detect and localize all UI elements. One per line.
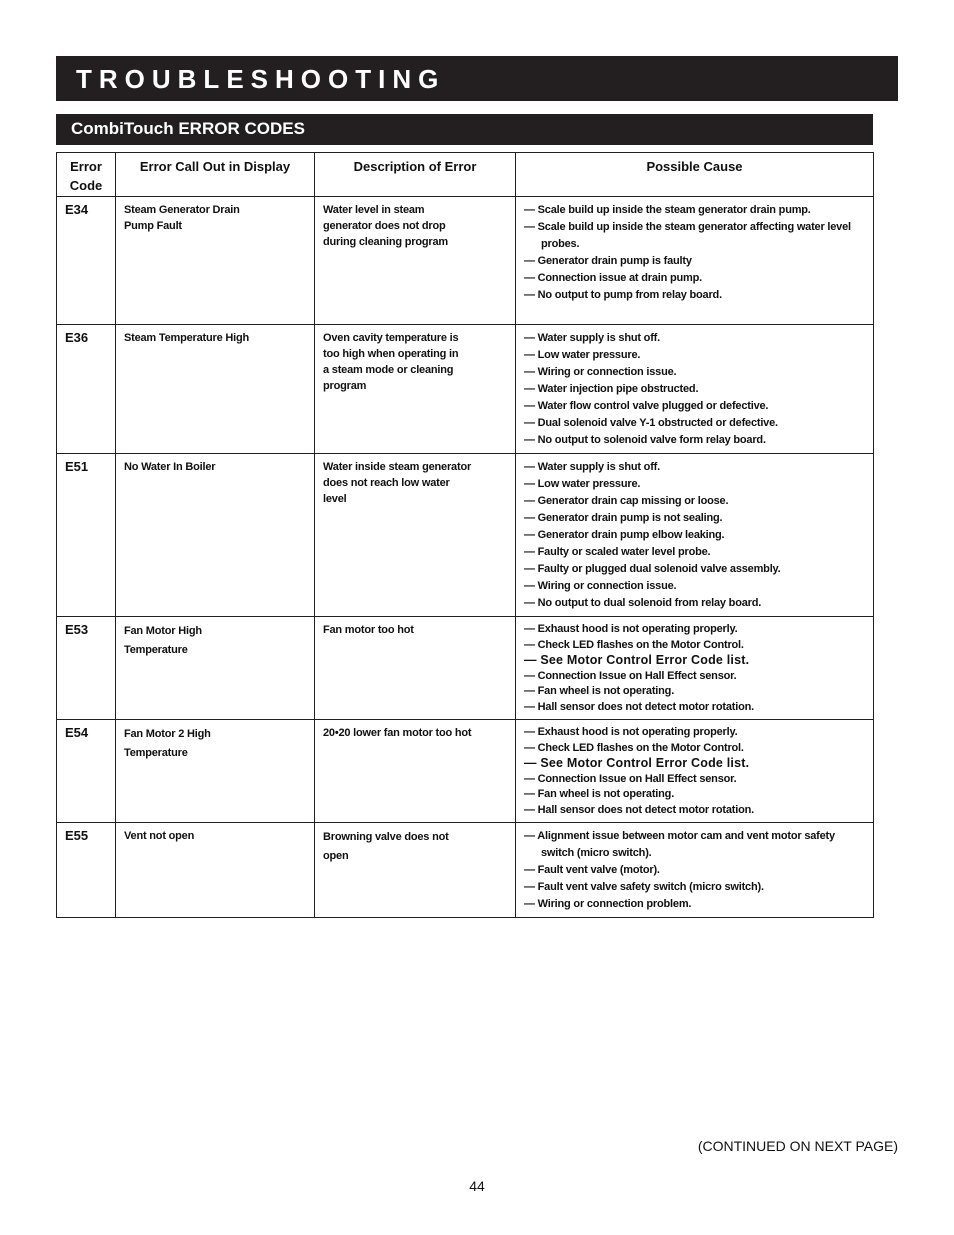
error-display-text: No Water In Boiler (116, 454, 315, 617)
cause-item: — See Motor Control Error Code list. (524, 756, 750, 770)
column-header-possible-cause: Possible Cause (516, 153, 874, 197)
cause-item: — Generator drain cap missing or loose. (524, 495, 729, 507)
error-code: E54 (57, 720, 116, 823)
cause-item: — Hall sensor does not detect motor rotation. (524, 803, 754, 816)
error-display-text: Fan Motor 2 High Temperature (116, 720, 315, 823)
possible-cause-cell (516, 823, 874, 918)
table-row (57, 325, 874, 454)
cause-item: — Hall sensor does not detect motor rotation. (524, 700, 754, 713)
cause-item: — Water injection pipe obstructed. (524, 383, 699, 395)
error-code: E34 (57, 197, 116, 325)
error-display-text: Steam Temperature High (116, 325, 315, 454)
cause-item: — Fan wheel is not operating. (524, 788, 675, 800)
cause-list (524, 622, 867, 715)
cause-list (524, 828, 867, 913)
cause-item: — Connection Issue on Hall Effect sensor. (524, 772, 737, 785)
page-title: TROUBLESHOOTING (76, 64, 446, 94)
cause-item: — Alignment issue between motor cam and vent motor safety switch (micro switch). (524, 830, 835, 859)
error-code: E36 (57, 325, 116, 454)
cause-item: — Wiring or connection issue. (524, 366, 677, 378)
table-row (57, 720, 874, 823)
error-code: E51 (57, 454, 116, 617)
possible-cause-cell (516, 197, 874, 325)
error-codes-table (56, 152, 874, 918)
error-description: Water inside steam generator does not reach low water level (315, 454, 516, 617)
troubleshooting-header (56, 56, 898, 101)
cause-item: — Exhaust hood is not operating properly. (524, 726, 738, 738)
error-display-text: Fan Motor High Temperature (116, 617, 315, 720)
cause-item: — Scale build up inside the steam generator drain pump. (524, 204, 811, 216)
column-header-error-code: Error Code (57, 153, 116, 197)
error-code: E53 (57, 617, 116, 720)
error-description: Browning valve does not open (315, 823, 516, 918)
cause-item: — No output to pump from relay board. (524, 289, 722, 301)
cause-list (524, 725, 867, 818)
cause-item: — Check LED flashes on the Motor Control. (524, 741, 744, 754)
cause-item: — Low water pressure. (524, 349, 641, 361)
possible-cause-cell (516, 325, 874, 454)
cause-item: — Exhaust hood is not operating properly. (524, 623, 738, 635)
error-description: Oven cavity temperature is too high when operating in a steam mode or cleaning program (315, 325, 516, 454)
cause-item: — Low water pressure. (524, 478, 641, 490)
cause-item: — Fault vent valve (motor). (524, 864, 660, 876)
cause-list (524, 202, 867, 304)
cause-item: — Fan wheel is not operating. (524, 685, 675, 697)
table-row (57, 454, 874, 617)
table-row (57, 617, 874, 720)
continued-notice: (CONTINUED ON NEXT PAGE) (697, 1138, 898, 1154)
error-display-text: Steam Generator Drain Pump Fault (116, 197, 315, 325)
cause-item: — Faulty or plugged dual solenoid valve assembly. (524, 563, 781, 575)
section-title: CombiTouch ERROR CODES (71, 119, 305, 138)
cause-item: — Water flow control valve plugged or defective. (524, 400, 769, 412)
cause-item: — No output to dual solenoid from relay board. (524, 597, 762, 609)
error-display-text: Vent not open (116, 823, 315, 918)
cause-item: — Water supply is shut off. (524, 461, 660, 473)
error-description: 20•20 lower fan motor too hot (315, 720, 516, 823)
cause-item: — Wiring or connection issue. (524, 580, 677, 592)
page-number: 44 (469, 1178, 485, 1194)
cause-list (524, 330, 867, 449)
cause-item: — See Motor Control Error Code list. (524, 653, 750, 667)
cause-item: — Generator drain pump is not sealing. (524, 512, 723, 524)
table-header-row (57, 153, 874, 197)
possible-cause-cell (516, 617, 874, 720)
cause-item: — Faulty or scaled water level probe. (524, 546, 711, 558)
cause-item: — Wiring or connection problem. (524, 898, 692, 910)
cause-list (524, 459, 867, 612)
column-header-display: Error Call Out in Display (116, 153, 315, 197)
cause-item: — Dual solenoid valve Y-1 obstructed or defective. (524, 417, 778, 429)
cause-item: — Connection issue at drain pump. (524, 272, 702, 284)
table-row (57, 197, 874, 325)
cause-item: — Scale build up inside the steam generator affecting water level probes. (524, 221, 851, 250)
cause-item: — Water supply is shut off. (524, 332, 660, 344)
possible-cause-cell (516, 454, 874, 617)
error-code: E55 (57, 823, 116, 918)
cause-item: — Fault vent valve safety switch (micro switch). (524, 881, 764, 893)
section-header (56, 114, 873, 145)
cause-item: — Generator drain pump elbow leaking. (524, 529, 725, 541)
error-description: Fan motor too hot (315, 617, 516, 720)
cause-item: — Generator drain pump is faulty (524, 255, 692, 267)
column-header-description: Description of Error (315, 153, 516, 197)
possible-cause-cell (516, 720, 874, 823)
cause-item: — Check LED flashes on the Motor Control. (524, 638, 744, 651)
cause-item: — No output to solenoid valve form relay board. (524, 434, 766, 446)
error-description: Water level in steam generator does not drop during cleaning program (315, 197, 516, 325)
table-row (57, 823, 874, 918)
cause-item: — Connection Issue on Hall Effect sensor. (524, 669, 737, 682)
